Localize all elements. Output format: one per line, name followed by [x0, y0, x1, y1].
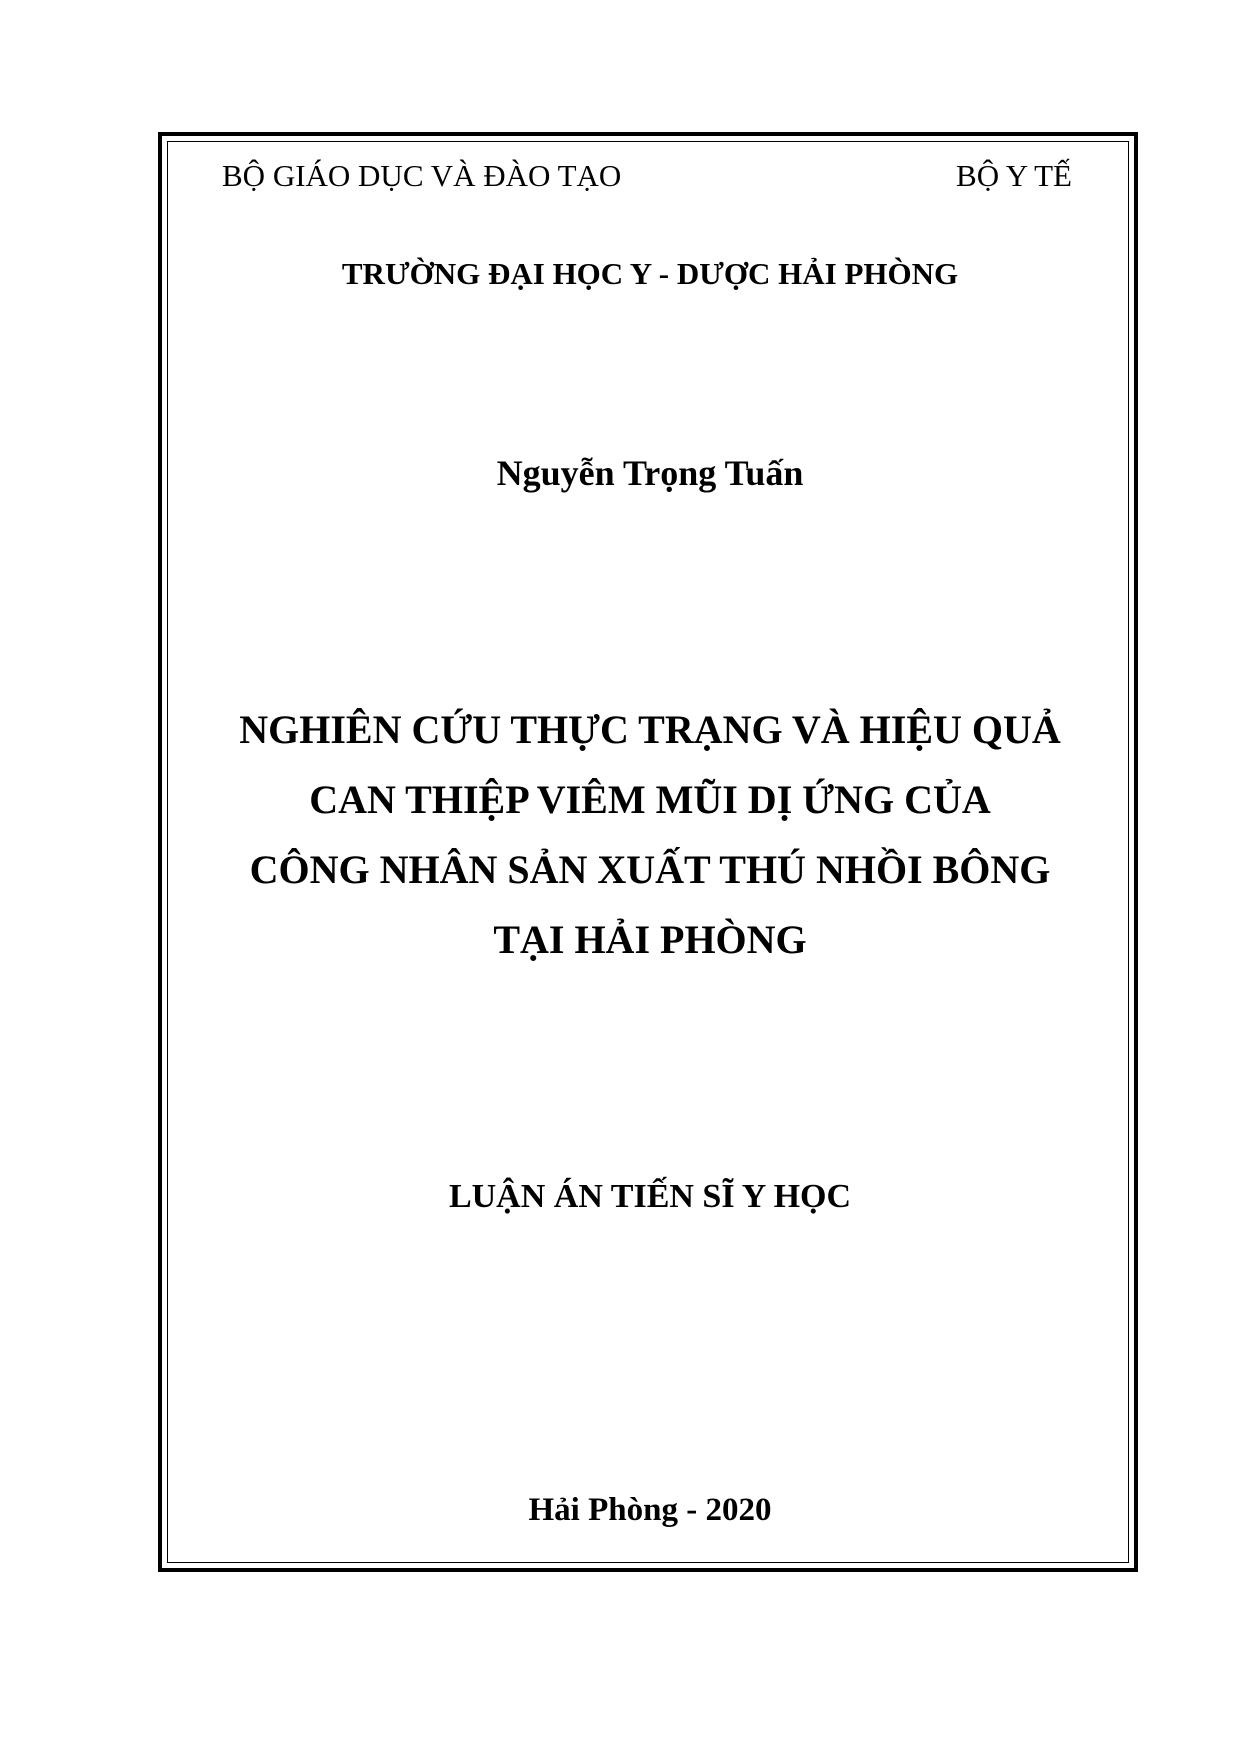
- university-name: TRƯỜNG ĐẠI HỌC Y - DƯỢC HẢI PHÒNG: [341, 256, 959, 291]
- ministry-health-label: BỘ Y TẾ: [956, 158, 1072, 193]
- thesis-title-line-2: CAN THIỆP VIÊM MŨI DỊ ỨNG CỦA: [309, 777, 991, 822]
- thesis-title: [0, 695, 1240, 975]
- thesis-title-line-3: CÔNG NHÂN SẢN XUẤT THÚ NHỒI BÔNG: [249, 847, 1051, 892]
- thesis-title-line-4: TẠI HẢI PHÒNG: [493, 917, 807, 962]
- thesis-title-line-1: NGHIÊN CỨU THỰC TRẠNG VÀ HIỆU QUẢ: [239, 707, 1061, 752]
- place-and-year: Hải Phòng - 2020: [528, 1492, 772, 1528]
- author-name: Nguyễn Trọng Tuấn: [496, 453, 804, 493]
- degree-label: LUẬN ÁN TIẾN SĨ Y HỌC: [448, 1178, 852, 1215]
- ministry-education-label: BỘ GIÁO DỤC VÀ ĐÀO TẠO: [222, 158, 622, 193]
